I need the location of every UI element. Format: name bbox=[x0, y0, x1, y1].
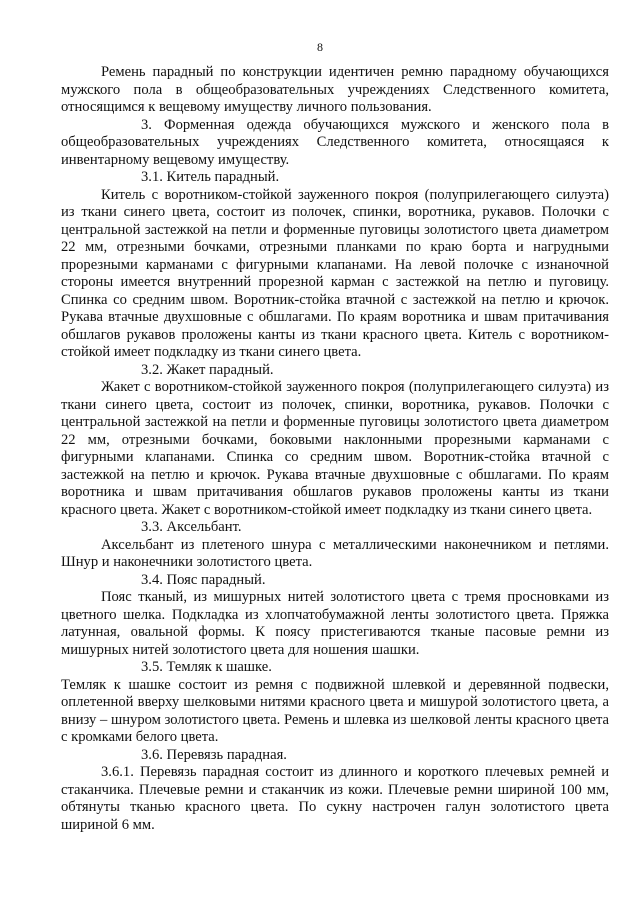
paragraph-belt: Пояс тканый, из мишурных нитей золотистого цвета с тремя просновками из цветного шелка. Подкладка из хлопчатобумажной ленты золотистого цвета. Пряжка латунная, овальной формы. К поясу пристегиваются тканые пасовые ремни из мишурных нитей золотистого цвета для ношения шашки. bbox=[61, 589, 609, 658]
section-title: Темляк к шашке. bbox=[166, 659, 272, 675]
page-number: 8 bbox=[317, 40, 323, 54]
paragraph-tunic: Китель с воротником-стойкой зауженного покроя (полуприлегающего силуэта) из ткани синего цвета, состоит из полочек, спинки, воротника, рукавов. Полочки с центральной застежкой на петли и форменные пуговицы золотистого цвета диаметром 22 мм, отрезными бочками, отрезными планками по краю борта и нагрудными прорезными карманами с фигурными клапанами. На левой полочке с изнаночной стороны имеется внутренний прорезной карман с застежкой на петлю и пуговицу. Спинка со средним швом. Воротник-стойка втачной с застежкой на петлю и крючок. Рукава втачные двухшовные с обшлагами. По краям воротника и швам притачивания обшлагов рукавов проложены канты из ткани красного цвета. Китель с воротником-стойкой имеет подкладку из ткани синего цвета. bbox=[61, 186, 609, 360]
paragraph-jacket: Жакет с воротником-стойкой зауженного покроя (полуприлегающего силуэта) из ткани синего цвета, состоит из полочек, спинки, воротника, рукавов. Полочки с центральной застежкой на петли и форменные пуговицы золотистого цвета диаметром 22 мм, отрезными бочками, боковыми наклонными прорезными карманами с фигурными клапанами. Спинка со средним швом. Воротник-стойка втачной с застежкой на петлю и крючок. Рукава втачные двухшовные с обшлагами. По краям воротника и швам притачивания обшлагов рукавов проложены канты из ткани красного цвета. Жакет с воротником-стойкой имеет подкладку из ткани синего цвета. bbox=[61, 379, 609, 518]
paragraph-aiguillette: Аксельбант из плетеного шнура с металлическими наконечником и петлями. Шнур и наконечники золотистого цвета. bbox=[61, 536, 609, 570]
section-number: 3.2. bbox=[141, 361, 163, 378]
paragraph-sword-belt: 3.6.1. Перевязь парадная состоит из длинного и короткого плечевых ремней и стаканчика. Плечевые ремни и стаканчик из кожи. Плечевые ремни шириной 100 мм, обтянуты тканью красного цвета. По сукну настрочен галун золотистого цвета шириной 6 мм. bbox=[61, 764, 609, 833]
heading-section-3-6 bbox=[61, 747, 609, 765]
section-title: Жакет парадный. bbox=[166, 361, 274, 378]
document-body bbox=[61, 64, 609, 834]
section-number: 3.1. bbox=[141, 169, 163, 185]
heading-section-3-4 bbox=[61, 572, 609, 590]
section-number: 3. bbox=[141, 116, 152, 133]
heading-section-3-1 bbox=[61, 169, 609, 187]
paragraph-belt-text: Ремень парадный по конструкции идентичен ремню парадному обучающихся мужского пола в общеобразовательных учреждениях Следственного комитета, относящимся к вещевому имуществу личного пользования. bbox=[61, 64, 609, 115]
heading-section-3-5 bbox=[61, 659, 609, 677]
section-number: 3.5. bbox=[141, 659, 163, 675]
section-title: Аксельбант. bbox=[166, 519, 242, 535]
section-title: Форменная одежда обучающихся мужского и женского пола в общеобразовательных учреждениях Следственного комитета, относящаяся к инвентарному вещевому имуществу. bbox=[61, 116, 609, 168]
heading-section-3 bbox=[61, 117, 609, 170]
section-number: 3.6. bbox=[141, 746, 163, 763]
heading-section-3-2 bbox=[61, 362, 609, 380]
section-title: Пояс парадный. bbox=[166, 571, 266, 588]
section-number: 3.4. bbox=[141, 571, 163, 588]
section-number: 3.3. bbox=[141, 519, 163, 535]
section-title: Китель парадный. bbox=[166, 169, 280, 185]
paragraph-sword-knot: Темляк к шашке состоит из ремня с подвижной шлевкой и деревянной подвески, оплетенной вверху шелковыми нитями красного цвета и мишурой золотистого цвета, а внизу – шнуром золотистого цвета. Ремень и шлевка из шелковой ленты красного цвета с кромками белого цвета. bbox=[61, 676, 609, 745]
section-title: Перевязь парадная. bbox=[166, 746, 287, 763]
heading-section-3-3 bbox=[61, 519, 609, 537]
